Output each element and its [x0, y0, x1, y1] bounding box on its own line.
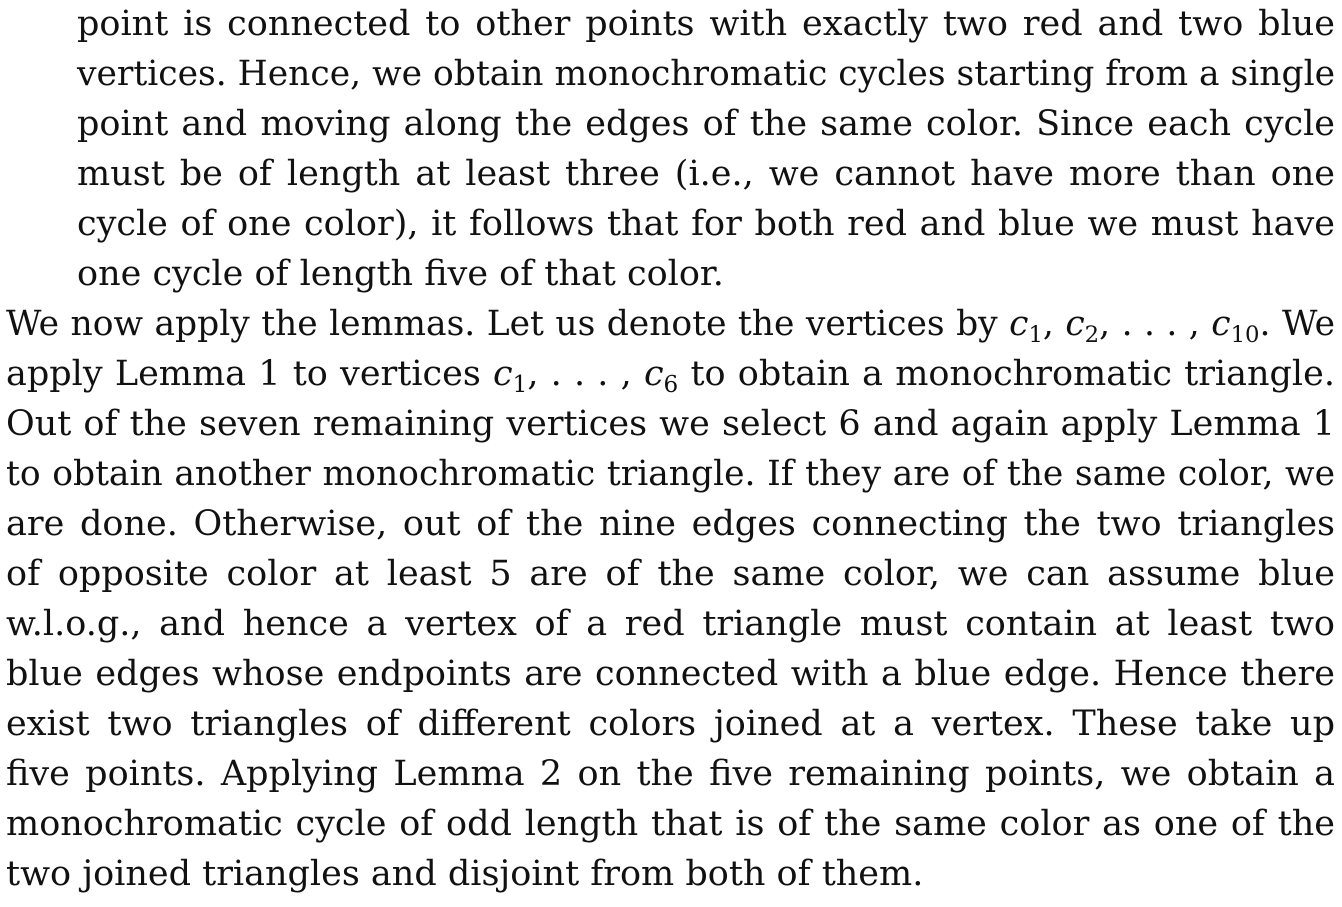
math-subscript: 2: [1084, 321, 1100, 348]
main-paragraph-line-9: exist two triangles of different colors joined at a vertex. These take up: [6, 704, 1335, 744]
main-paragraph-line-12: two joined triangles and disjoint from both of them.: [6, 854, 924, 894]
math-variable: c: [493, 354, 513, 394]
main-paragraph-line-4: to obtain another monochromatic triangle. If they are of the same color, we: [6, 454, 1335, 494]
indented-paragraph-line-5: cycle of one color), it follows that for both red and blue we must have: [77, 204, 1335, 244]
text-run: We now apply the lemmas. Let us denote the vertices by: [6, 304, 1010, 344]
math-variable: c: [1065, 304, 1085, 344]
math-subscript: 6: [663, 371, 679, 398]
math-subscript: 10: [1230, 321, 1260, 348]
indented-paragraph-line-3: point and moving along the edges of the same color. Since each cycle: [77, 104, 1335, 144]
text-run: to obtain a monochromatic triangle.: [678, 354, 1335, 394]
indented-paragraph-line-1: point is connected to other points with exactly two red and two blue: [77, 4, 1335, 44]
main-paragraph-line-1: [6, 299, 1335, 349]
main-paragraph-line-5: are done. Otherwise, out of the nine edges connecting the two triangles: [6, 504, 1335, 544]
math-variable: c: [643, 354, 664, 394]
math-separator: , . . . ,: [1099, 304, 1212, 344]
math-subscript: 1: [1028, 321, 1043, 348]
main-paragraph-line-3: Out of the seven remaining vertices we select 6 and again apply Lemma 1: [6, 404, 1335, 444]
math-separator: ,: [1042, 304, 1066, 344]
main-paragraph-line-10: five points. Applying Lemma 2 on the five remaining points, we obtain a: [6, 754, 1335, 794]
main-paragraph-line-7: w.l.o.g., and hence a vertex of a red triangle must contain at least two: [6, 604, 1335, 644]
math-separator: , . . . ,: [527, 354, 644, 394]
main-paragraph-line-2: [6, 349, 1335, 399]
text-run: apply Lemma 1 to vertices: [6, 354, 493, 394]
indented-paragraph-line-6: one cycle of length five of that color.: [77, 254, 724, 294]
math-subscript: 1: [512, 371, 528, 398]
main-paragraph-line-8: blue edges whose endpoints are connected with a blue edge. Hence there: [6, 654, 1335, 694]
math-variable: c: [1211, 304, 1231, 344]
indented-paragraph-line-2: vertices. Hence, we obtain monochromatic cycles starting from a single: [77, 54, 1336, 94]
text-run: . We: [1259, 304, 1336, 344]
main-paragraph-line-11: monochromatic cycle of odd length that is of the same color as one of the: [6, 804, 1335, 844]
math-variable: c: [1009, 304, 1029, 344]
main-paragraph-line-6: of opposite color at least 5 are of the same color, we can assume blue: [6, 554, 1335, 594]
indented-paragraph-line-4: must be of length at least three (i.e., we cannot have more than one: [77, 154, 1335, 194]
